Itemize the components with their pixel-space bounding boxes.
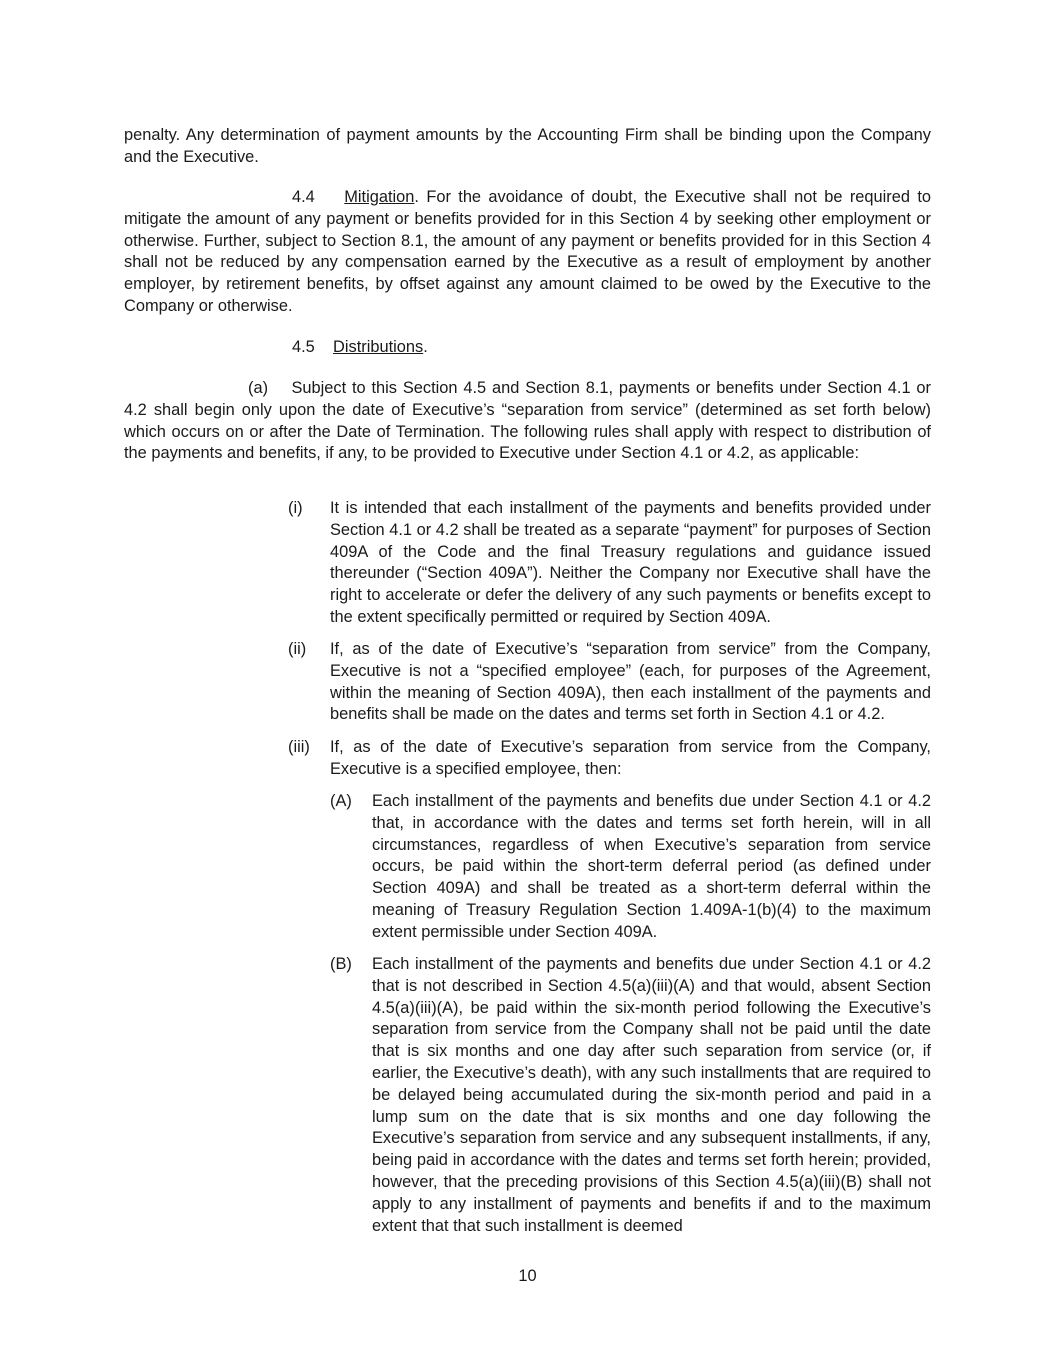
section-4-5-number: 4.5 (292, 338, 315, 356)
item-i-label: (i) (288, 499, 303, 517)
item-ii-text: If, as of the date of Executive’s “separation from service” from the Company, Executive is not a “specified employee” (each, for purposes of the Agreement, within the meaning of Section 409A), then each installment of the payments and benefits shall be made on the dates and terms set forth in Section 4.1 or 4.2. (330, 640, 931, 724)
item-iii-label: (iii) (288, 738, 310, 756)
section-4-5-heading (124, 337, 931, 359)
section-4-4-title: Mitigation (344, 188, 415, 206)
item-A-text: Each installment of the payments and benefits due under Section 4.1 or 4.2 that, in accordance with the dates and terms set forth herein, will in all circumstances, regardless of when Executive’s separation from service occurs, be paid within the short-term deferral period (as defined under Section 409A) and shall be treated as a short-term deferral within the meaning of Treasury Regulation Section 1.409A-1(b)(4) to the maximum extent permissible under Section 409A. (372, 792, 931, 941)
item-ii-label: (ii) (288, 640, 307, 658)
section-4-5-title: Distributions (333, 338, 424, 356)
item-i-text: It is intended that each installment of the payments and benefits provided under Section 4.1 or 4.2 shall be treated as a separate “payment” for purposes of Section 409A of the Code and the final Treasury regulations and guidance issued thereunder (“Section 409A”). Neither the Company nor Executive shall have the right to accelerate or defer the delivery of any such payments or benefits except to the extent specifically permitted or required by Section 409A. (330, 499, 931, 626)
section-4-5-a-label: (a) (248, 379, 269, 397)
section-4-4-text: . For the avoidance of doubt, the Executive shall not be required to mitigate the amount of any payment or benefits provided for in this Section 4 by seeking other employment or otherwise. Further, subject to Section 8.1, the amount of any payment or benefits provided for in this Section 4 shall not be reduced by any compensation earned by the Executive as a result of employment by another employer, by retirement benefits, by offset against any amount claimed to be owed by the Executive to the Company or otherwise. (124, 188, 932, 315)
section-4-5-title-period: . (423, 338, 428, 356)
item-A-label: (A) (330, 792, 352, 810)
section-4-5-a (124, 378, 931, 465)
section-4-4 (124, 187, 931, 318)
item-B-label: (B) (330, 955, 352, 973)
section-4-4-number: 4.4 (292, 188, 315, 206)
paragraph-penalty-text: penalty. Any determination of payment amounts by the Accounting Firm shall be binding upon the Company and the Executive. (124, 126, 931, 166)
item-iii-text: If, as of the date of Executive’s separation from service from the Company, Executive is a specified employee, then: (330, 738, 931, 778)
item-B-text: Each installment of the payments and benefits due under Section 4.1 or 4.2 that is not described in Section 4.5(a)(iii)(A) and that would, absent Section 4.5(a)(iii)(A), be paid within the six-month period following the Executive’s separation from service from the Company shall not be paid until the date that is six months and one day after such separation from service (or, if earlier, the Executive’s death), with any such installments that are required to be delayed being accumulated during the six-month period and paid in a lump sum on the date that is six months and one day following the Executive’s separation from service and any subsequent installments, if any, being paid in accordance with the dates and terms set forth herein; provided, however, that the preceding provisions of this Section 4.5(a)(iii)(B) shall not apply to any installment of payments and benefits if and to the maximum extent that that such installment is deemed (372, 955, 931, 1235)
page-number: 10 (518, 1267, 537, 1285)
section-4-5-a-text: Subject to this Section 4.5 and Section 8.1, payments or benefits under Section 4.1 or 4.2 shall begin only upon the date of Executive’s “separation from service” (determined as set forth below) which occurs on or after the Date of Termination. The following rules shall apply with respect to distribution of the payments and benefits, if any, to be provided to Executive under Section 4.1 or 4.2, as applicable: (124, 379, 932, 463)
paragraph-penalty (124, 125, 931, 169)
